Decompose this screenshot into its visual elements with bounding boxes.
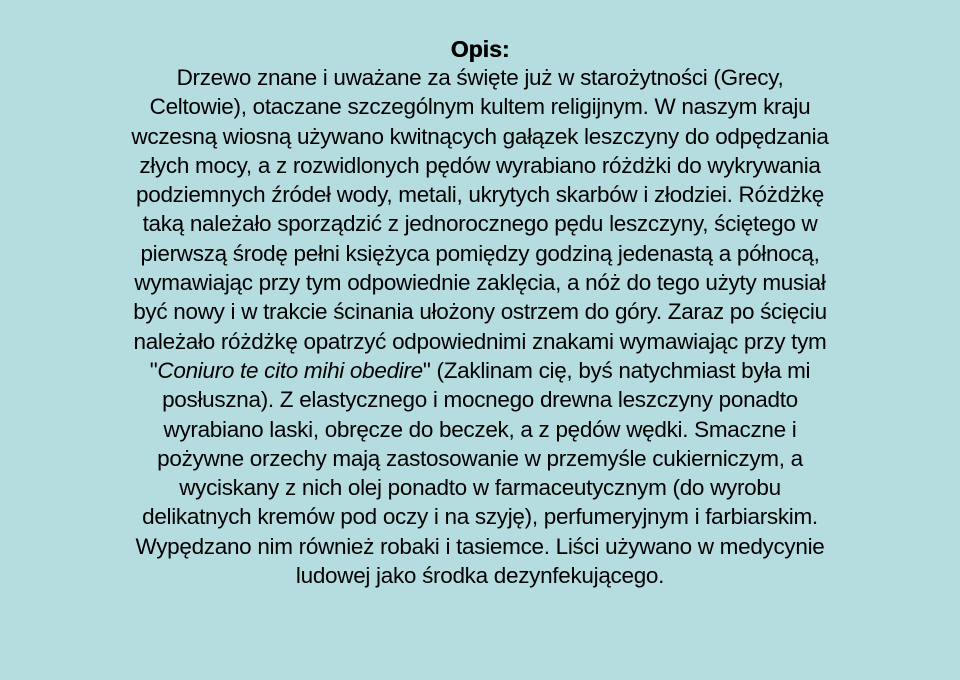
quote-close: " (422, 357, 431, 383)
text-line: podziemnych źródeł wody, metali, ukrytych skarbów i złodziei. Różdżkę (136, 182, 824, 208)
quote-open: " (149, 357, 158, 383)
text-line: Wypędzano nim również robaki i tasiemce. Liści używano w medycynie (135, 533, 825, 559)
text-line: złych mocy, a z rozwidlonych pędów wyrabiano różdżki do wykrywania (139, 152, 821, 178)
text-line: być nowy i w trakcie ścinania ułożony ostrzem do góry. Zaraz po ścięciu (133, 299, 827, 325)
text-line: taką należało sporządzić z jednorocznego pędu leszczyny, ściętego w (142, 211, 818, 237)
text-line: ludowej jako środka dezynfekującego. (295, 563, 665, 589)
text-line: należało różdżkę opatrzyć odpowiednimi znakami wymawiając przy tym (133, 328, 827, 354)
text-line: Celtowie), otaczane szczególnym kultem religijnym. W naszym kraju (149, 94, 811, 120)
text-line: wyciskany z nich olej ponadto w farmaceutycznym (do wyrobu (179, 475, 781, 501)
slide-title: Opis: (450, 36, 510, 62)
description-text (30, 63, 930, 590)
text-line-with-latin-phrase (30, 356, 930, 385)
text-line: Drzewo znane i uważane za święte już w starożytności (Grecy, (176, 65, 784, 90)
latin-phrase: Coniuro te cito mihi obedire (157, 357, 423, 383)
text-line: delikatnych kremów pod oczy i na szyję), perfumeryjnym i farbiarskim. (142, 504, 818, 530)
text-line: pożywne orzechy mają zastosowanie w przemyśle cukierniczym, a (157, 445, 803, 471)
text-line: wyrabiano laski, obręcze do beczek, a z pędów wędki. Smaczne i (163, 416, 797, 442)
text-line: posłuszna). Z elastycznego i mocnego drewna leszczyny ponadto (162, 387, 798, 413)
text-line: wymawiając przy tym odpowiednie zaklęcia, a nóż do tego użyty musiał (134, 270, 826, 296)
quote-translation: (Zaklinam cię, byś natychmiast była mi (430, 357, 811, 383)
text-line: pierwszą środę pełni księżyca pomiędzy godziną jedenastą a północą, (140, 240, 820, 266)
text-line: wczesną wiosną używano kwitnących gałązek leszczyny do odpędzania (131, 123, 829, 149)
